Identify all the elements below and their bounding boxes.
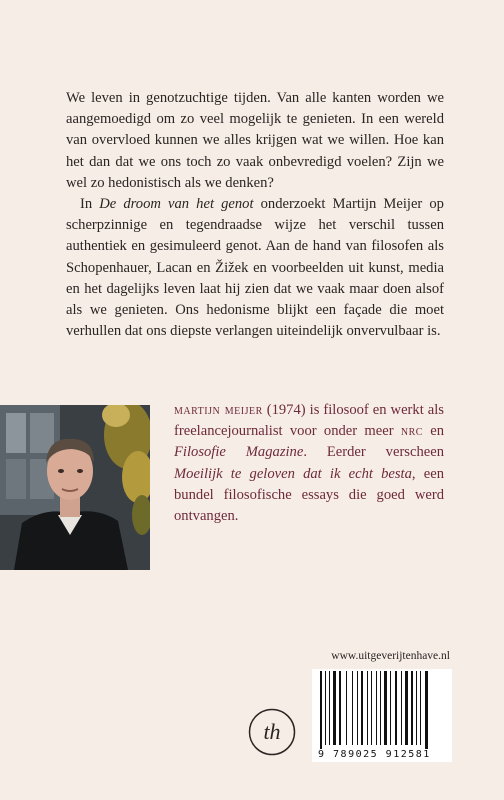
blurb-p2-rest: onderzoekt Martijn Meijer op scherpzinnige en tegendraadse wijze het verschil tussen authentiek en gesimuleerd genot. Aan de hand van filosofen als Schopenhauer, Lacan en Žižek en voorbeelden uit kunst, media en het dagelijks leven laat hij zien dat we vaak maar doen alsof als we genieten. Ons hedonisme blijkt een façade die moet verhullen dat ons diepste verlangen uiteindelijk onvervulbaar is. [66,196,444,340]
previous-book-title: Moeilijk te geloven dat ik echt besta [174,465,412,482]
barcode-bar [411,671,413,745]
isbn-number: 9 789025 912581 [318,749,431,760]
barcode-bar [329,671,330,745]
barcode-bar [380,671,381,745]
nrc-name: nrc [400,423,423,440]
magazine-name: Filosofie Magazine [174,444,304,461]
barcode-bar [401,671,402,745]
barcode-bar [346,671,347,745]
blurb-text [66,88,444,342]
barcode-bar [420,671,421,745]
barcode-bar [395,671,397,745]
blurb-paragraph-1: We leven in genotzuchtige tijden. Van alle kanten worden we aangemoedigd om zo veel mogelijk te genieten. In een wereld van overvloed kunnen we alles krijgen wat we willen. Hoe kan het dan dat we ons toch zo vaak onbevredigd voelen? Zijn we wel zo hedonistisch als we denken? [66,90,444,191]
barcode-bar [325,671,326,745]
tenhave-logo-icon [248,708,296,756]
author-photo [0,405,150,570]
barcode-bar [352,671,353,745]
barcode-bar [367,671,368,745]
barcode-bar [425,671,428,749]
book-title: De droom van het genot [99,196,254,213]
author-bio: martijn meijer (1974) is filosoof en werkt als freelancejournalist voor onder meer nrc en Filosofie Magazine. Eerder verscheen Moeilijk te geloven dat ik echt besta, een bundel filosofische essays die goed werd ontvangen. [174,402,445,525]
barcode-bar [405,671,408,745]
barcode-bar [416,671,417,745]
barcode-bar [357,671,358,745]
blurb-p2-prefix: In [80,196,100,213]
publisher-website[interactable]: www.uitgeverijtenhave.nl [331,650,450,662]
logo-text: th [263,719,281,744]
barcode-bar [371,671,372,745]
author-name: martijn meijer [174,402,263,418]
barcode-bar [339,671,341,745]
barcode-bar [376,671,377,745]
barcode-bar [320,671,322,749]
barcode-bar [384,671,387,745]
blurb-paragraph-2 [66,194,444,342]
barcode-bar [361,671,363,745]
barcode-bar [390,671,391,745]
barcode-bar [333,671,336,745]
